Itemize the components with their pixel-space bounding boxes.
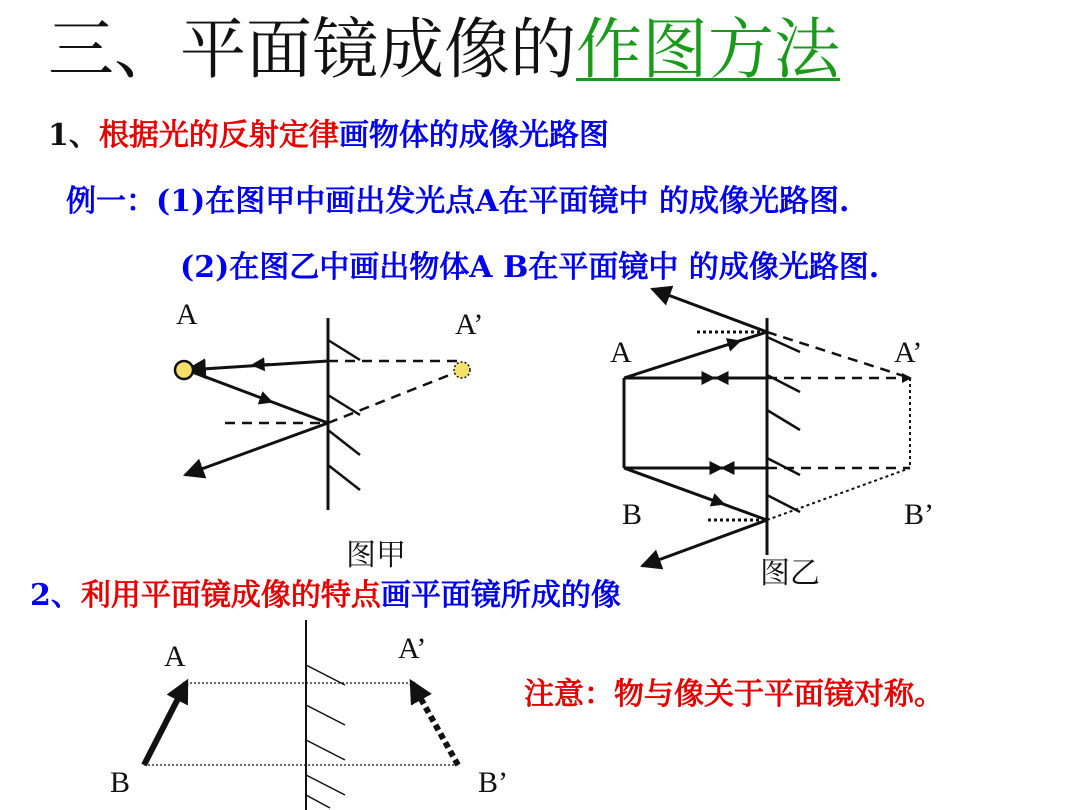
fig-jia-caption: 图甲	[346, 538, 406, 573]
dashed-extension-lower	[328, 370, 462, 423]
section2-red-text: 利用平面镜成像的特点	[80, 578, 381, 613]
fig-yi-label-A-prime: A’	[894, 336, 923, 369]
figure-yi	[624, 289, 912, 566]
example-line2: (2)在图乙中画出物体A B在平面镜中 的成像光路图.	[180, 250, 880, 285]
section1-blue-text: 画物体的成像光路图	[338, 118, 609, 153]
image-arrow-A-prime-B-prime	[412, 683, 458, 765]
mirror-hatching-jia	[328, 340, 360, 490]
section2-blue-text: 画平面镜所成的像	[380, 578, 621, 613]
title-highlight: 作图方法	[576, 11, 840, 88]
title-prefix: 三、平面镜成像的	[48, 11, 576, 88]
section1-number: 1、	[48, 118, 99, 153]
fig-yi-label-A: A	[610, 336, 632, 369]
object-arrow-AB	[144, 683, 186, 765]
section1-red-text: 根据光的反射定律	[98, 118, 339, 153]
ray-reflect-lower	[185, 423, 328, 475]
fig3-label-B-prime: B’	[478, 766, 508, 799]
fig-jia-label-A: A	[176, 298, 198, 331]
fig-yi-label-B: B	[622, 498, 643, 531]
light-source-A	[175, 361, 193, 379]
image-A-prime	[454, 362, 470, 378]
fig3-label-A-prime: A’	[398, 632, 427, 665]
symmetry-note: 注意：物与像关于平面镜对称。	[524, 677, 944, 712]
example-line1: 例一：(1)在图甲中画出发光点A在平面镜中 的成像光路图.	[66, 184, 850, 219]
fig3-label-B: B	[110, 766, 131, 799]
fig-yi-caption: 图乙	[760, 556, 820, 591]
fig3-label-A: A	[164, 640, 186, 673]
section2-number: 2、	[30, 578, 81, 613]
section2-heading	[30, 578, 621, 614]
mirror-hatching-yi	[767, 337, 800, 512]
fig-yi-label-B-prime: B’	[904, 498, 934, 531]
mirror-hatching-three	[306, 665, 345, 808]
figure-jia	[175, 318, 470, 510]
fig-jia-label-A-prime: A’	[455, 308, 484, 341]
